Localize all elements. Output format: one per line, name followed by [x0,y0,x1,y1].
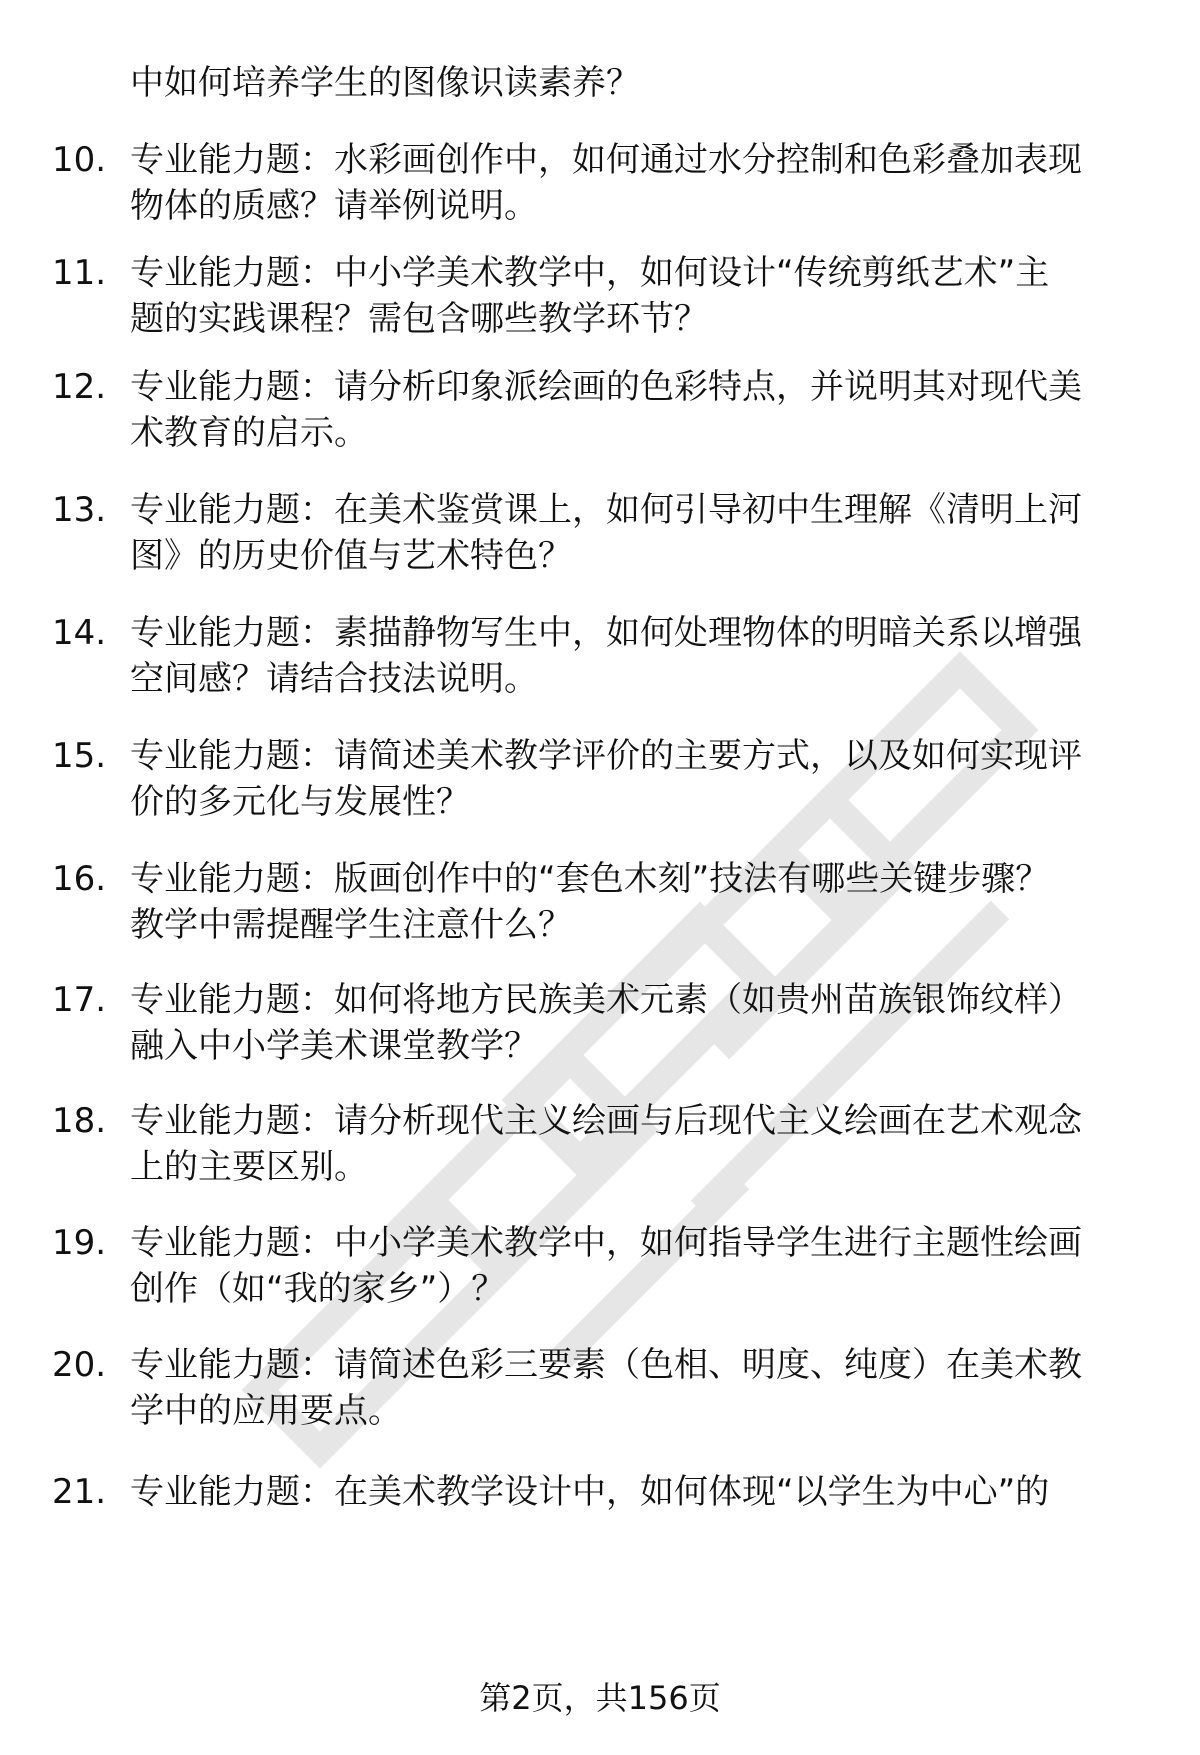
question-item [0,733,1200,833]
question-number: 15. [52,736,107,776]
question-text-line1: 专业能力题：素描静物写生中，如何处理物体的明暗关系以增强 [130,613,1082,653]
question-item [0,977,1200,1077]
continuation-text: 中如何培养学生的图像识读素养？ [130,63,640,103]
question-item [0,856,1200,956]
question-text-line2: 上的主要区别。 [130,1147,368,1187]
question-text-line1: 专业能力题：水彩画创作中，如何通过水分控制和色彩叠加表现 [130,140,1082,180]
question-item [0,137,1200,237]
question-number: 17. [52,980,107,1020]
question-text-line2: 空间感？请结合技法说明。 [130,659,538,699]
question-text-line1: 专业能力题：在美术鉴赏课上，如何引导初中生理解《清明上河 [130,490,1082,530]
question-text-line2: 融入中小学美术课堂教学？ [130,1026,538,1066]
question-text-line1: 专业能力题：中小学美术教学中，如何设计“传统剪纸艺术”主 [130,253,1050,293]
question-text-line2: 创作（如“我的家乡”）？ [130,1269,506,1309]
question-number: 18. [52,1101,107,1141]
question-text-line2: 物体的质感？请举例说明。 [130,186,538,226]
question-item [0,487,1200,587]
question-number: 12. [52,367,107,407]
question-text-line2: 学中的应用要点。 [130,1391,402,1431]
question-text-line1: 专业能力题：中小学美术教学中，如何指导学生进行主题性绘画 [130,1223,1082,1263]
question-number: 21. [52,1472,107,1512]
question-number: 11. [52,253,107,293]
question-text-line2: 价的多元化与发展性？ [130,782,470,822]
question-text-line2: 术教育的启示。 [130,413,368,453]
question-text-line1: 专业能力题：在美术教学设计中，如何体现“以学生为中心”的 [130,1472,1050,1512]
question-number: 13. [52,490,107,530]
question-item [0,610,1200,710]
question-number: 19. [52,1223,107,1263]
page-footer: 第2页，共156页 [479,1679,721,1717]
question-text-line1: 专业能力题：版画创作中的“套色木刻”技法有哪些关键步骤？ [130,859,1050,899]
question-text-line1: 专业能力题：请分析现代主义绘画与后现代主义绘画在艺术观念 [130,1101,1082,1141]
question-number: 16. [52,859,107,899]
question-number: 10. [52,140,107,180]
question-text-line1: 专业能力题：请分析印象派绘画的色彩特点，并说明其对现代美 [130,367,1082,407]
question-text-line2: 图》的历史价值与艺术特色？ [130,536,572,576]
question-item [0,364,1200,464]
question-number: 14. [52,613,107,653]
question-text-line1: 专业能力题：请简述美术教学评价的主要方式，以及如何实现评 [130,736,1082,776]
question-item [0,1342,1200,1442]
question-text-line2: 题的实践课程？需包含哪些教学环节？ [130,299,708,339]
question-number: 20. [52,1345,107,1385]
question-text-line1: 专业能力题：如何将地方民族美术元素（如贵州苗族银饰纹样） [130,980,1082,1020]
question-item [0,1469,1200,1569]
question-text-line2: 教学中需提醒学生注意什么？ [130,905,572,945]
question-item [0,1098,1200,1198]
question-item [0,1220,1200,1320]
question-item [0,250,1200,350]
question-text-line1: 专业能力题：请简述色彩三要素（色相、明度、纯度）在美术教 [130,1345,1082,1385]
